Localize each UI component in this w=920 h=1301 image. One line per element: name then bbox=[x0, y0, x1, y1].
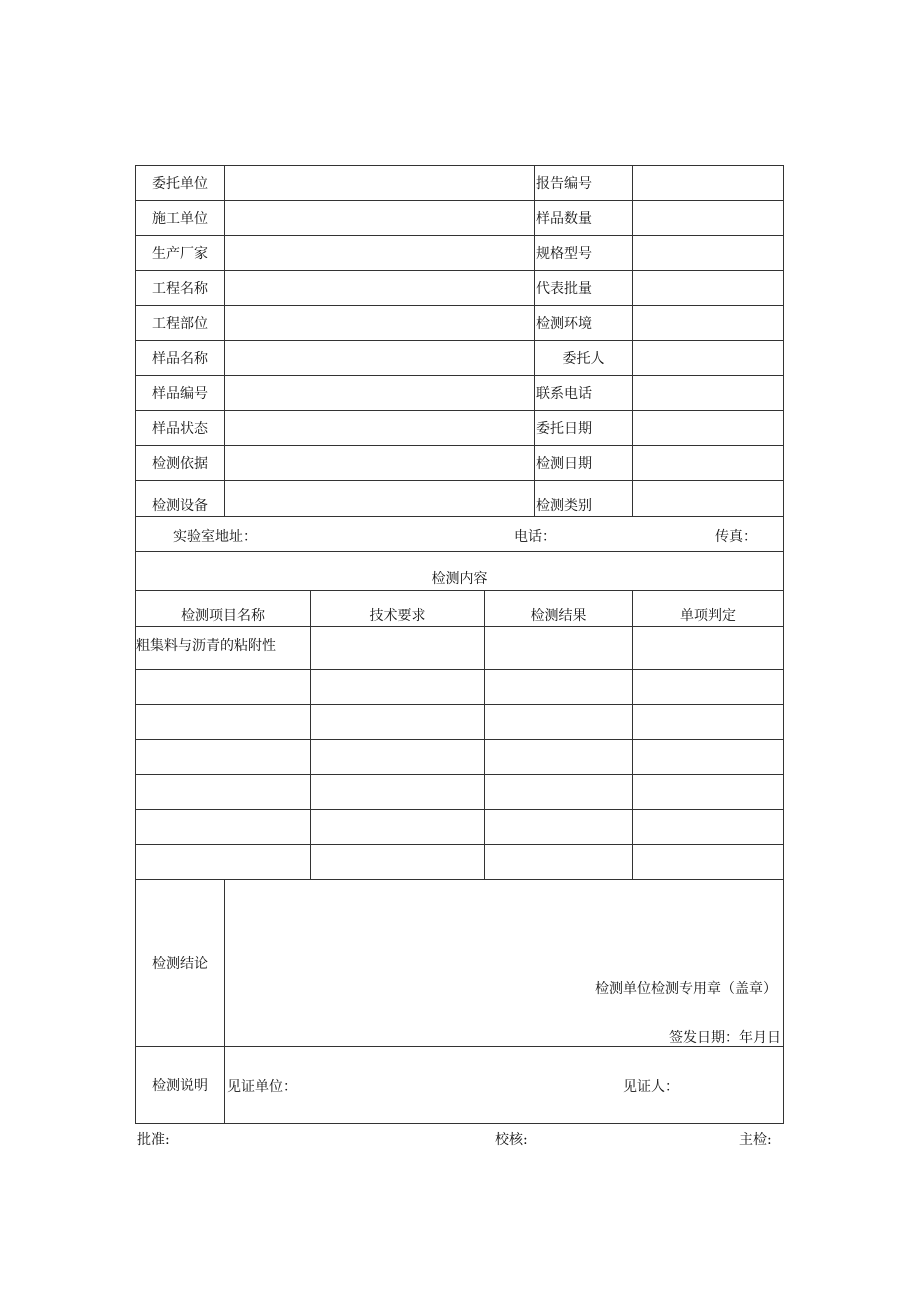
judgement-cell[interactable] bbox=[633, 670, 784, 705]
conclusion-cell[interactable] bbox=[225, 880, 784, 1047]
value-test-date[interactable] bbox=[633, 446, 784, 481]
table-row bbox=[136, 740, 784, 775]
judgement-cell[interactable] bbox=[633, 740, 784, 775]
conclusion-row bbox=[136, 880, 784, 1047]
conclusion-label: 检测结论 bbox=[136, 880, 225, 1047]
issue-date-label: 签发日期：年月日 bbox=[669, 1030, 782, 1046]
result-cell[interactable] bbox=[485, 670, 633, 705]
info-row bbox=[136, 446, 784, 481]
label-test-basis: 检测依据 bbox=[136, 446, 225, 481]
item-name-cell[interactable] bbox=[136, 670, 311, 705]
judgement-cell[interactable] bbox=[633, 845, 784, 880]
info-row bbox=[136, 271, 784, 306]
judgement-cell[interactable] bbox=[633, 810, 784, 845]
requirement-cell[interactable] bbox=[311, 705, 485, 740]
col-judgement: 单项判定 bbox=[633, 591, 784, 627]
table-row bbox=[136, 670, 784, 705]
judgement-cell[interactable] bbox=[633, 705, 784, 740]
value-project-name[interactable] bbox=[225, 271, 535, 306]
value-client-person[interactable] bbox=[633, 341, 784, 376]
label-sample-quantity: 样品数量 bbox=[535, 201, 633, 236]
label-project-name: 工程名称 bbox=[136, 271, 225, 306]
label-sample-number: 样品编号 bbox=[136, 376, 225, 411]
review-label: 校核: bbox=[495, 1132, 528, 1148]
result-cell[interactable] bbox=[485, 627, 633, 670]
item-name-cell[interactable] bbox=[136, 810, 311, 845]
col-requirement: 技术要求 bbox=[311, 591, 485, 627]
info-row bbox=[136, 236, 784, 271]
table-row bbox=[136, 810, 784, 845]
column-header-row bbox=[136, 591, 784, 627]
table-row bbox=[136, 775, 784, 810]
col-result: 检测结果 bbox=[485, 591, 633, 627]
requirement-cell[interactable] bbox=[311, 775, 485, 810]
item-name-cell[interactable]: 粗集料与沥青的粘附性 bbox=[136, 627, 311, 670]
label-sample-status: 样品状态 bbox=[136, 411, 225, 446]
result-cell[interactable] bbox=[485, 740, 633, 775]
label-test-equipment: 检测设备 bbox=[136, 481, 225, 517]
inspector-label: 主检: bbox=[739, 1132, 772, 1148]
label-sample-name: 样品名称 bbox=[136, 341, 225, 376]
table-row bbox=[136, 627, 784, 670]
content-title-row bbox=[136, 552, 784, 591]
label-client-unit: 委托单位 bbox=[136, 166, 225, 201]
label-test-date: 检测日期 bbox=[535, 446, 633, 481]
value-manufacturer[interactable] bbox=[225, 236, 535, 271]
lab-fax-label: 传真： bbox=[715, 529, 757, 545]
value-client-unit[interactable] bbox=[225, 166, 535, 201]
test-report-table bbox=[135, 165, 784, 1124]
label-construction-unit: 施工单位 bbox=[136, 201, 225, 236]
info-row bbox=[136, 411, 784, 446]
requirement-cell[interactable] bbox=[311, 627, 485, 670]
label-report-number: 报告编号 bbox=[535, 166, 633, 201]
requirement-cell[interactable] bbox=[311, 845, 485, 880]
value-specification[interactable] bbox=[633, 236, 784, 271]
table-row bbox=[136, 845, 784, 880]
info-row bbox=[136, 166, 784, 201]
judgement-cell[interactable] bbox=[633, 775, 784, 810]
approve-label: 批准: bbox=[137, 1132, 170, 1148]
label-client-person: 委托人 bbox=[535, 341, 633, 376]
notes-label: 检测说明 bbox=[136, 1047, 225, 1124]
value-test-environment[interactable] bbox=[633, 306, 784, 341]
value-contact-phone[interactable] bbox=[633, 376, 784, 411]
requirement-cell[interactable] bbox=[311, 740, 485, 775]
col-item-name: 检测项目名称 bbox=[136, 591, 311, 627]
info-row bbox=[136, 306, 784, 341]
info-row bbox=[136, 201, 784, 236]
label-contact-phone: 联系电话 bbox=[535, 376, 633, 411]
value-sample-status[interactable] bbox=[225, 411, 535, 446]
label-project-location: 工程部位 bbox=[136, 306, 225, 341]
label-test-category: 检测类别 bbox=[535, 481, 633, 517]
judgement-cell[interactable] bbox=[633, 627, 784, 670]
stamp-text: 检测单位检测专用章（盖章） bbox=[595, 981, 778, 997]
result-cell[interactable] bbox=[485, 810, 633, 845]
witness-unit-label: 见证单位： bbox=[227, 1079, 297, 1095]
value-batch-size[interactable] bbox=[633, 271, 784, 306]
info-row bbox=[136, 481, 784, 517]
value-sample-quantity[interactable] bbox=[633, 201, 784, 236]
witness-person-label: 见证人： bbox=[623, 1079, 679, 1095]
value-test-equipment[interactable] bbox=[225, 481, 535, 517]
table-row bbox=[136, 705, 784, 740]
value-report-number[interactable] bbox=[633, 166, 784, 201]
requirement-cell[interactable] bbox=[311, 810, 485, 845]
item-name-cell[interactable] bbox=[136, 740, 311, 775]
result-cell[interactable] bbox=[485, 775, 633, 810]
label-manufacturer: 生产厂家 bbox=[136, 236, 225, 271]
info-row bbox=[136, 341, 784, 376]
result-cell[interactable] bbox=[485, 705, 633, 740]
value-test-basis[interactable] bbox=[225, 446, 535, 481]
notes-row bbox=[136, 1047, 784, 1124]
value-sample-name[interactable] bbox=[225, 341, 535, 376]
value-commission-date[interactable] bbox=[633, 411, 784, 446]
label-test-environment: 检测环境 bbox=[535, 306, 633, 341]
item-name-cell[interactable] bbox=[136, 845, 311, 880]
item-name-cell[interactable] bbox=[136, 705, 311, 740]
value-project-location[interactable] bbox=[225, 306, 535, 341]
result-cell[interactable] bbox=[485, 845, 633, 880]
value-test-category[interactable] bbox=[633, 481, 784, 517]
value-construction-unit[interactable] bbox=[225, 201, 535, 236]
value-sample-number[interactable] bbox=[225, 376, 535, 411]
label-commission-date: 委托日期 bbox=[535, 411, 633, 446]
info-row bbox=[136, 376, 784, 411]
label-batch-size: 代表批量 bbox=[535, 271, 633, 306]
notes-cell[interactable] bbox=[225, 1047, 784, 1124]
lab-address-label: 实验室地址： bbox=[173, 529, 257, 545]
label-specification: 规格型号 bbox=[535, 236, 633, 271]
lab-info-row bbox=[136, 517, 784, 552]
item-name-cell[interactable] bbox=[136, 775, 311, 810]
lab-phone-label: 电话： bbox=[514, 529, 556, 545]
content-title: 检测内容 bbox=[136, 552, 784, 591]
requirement-cell[interactable] bbox=[311, 670, 485, 705]
